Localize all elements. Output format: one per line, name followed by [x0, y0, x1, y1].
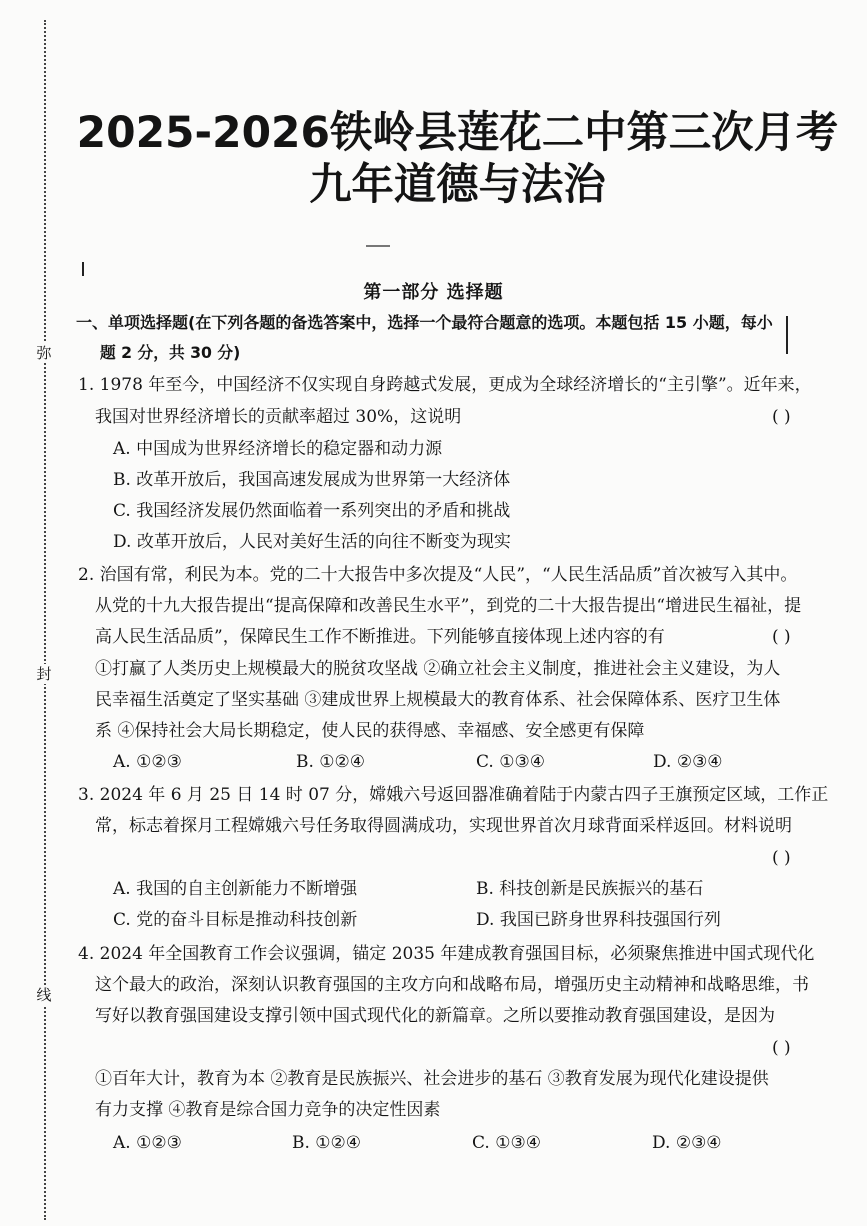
- exam-title-line1: 2025-2026铁岭县莲花二中第三次月考: [76, 108, 839, 158]
- question-2-option-a: A. ①②③: [113, 752, 182, 772]
- question-1-option-c: C. 我国经济发展仍然面临着一系列突出的矛盾和挑战: [113, 501, 511, 521]
- question-4-statements-line2: 有力支撑 ④教育是综合国力竞争的决定性因素: [95, 1100, 441, 1120]
- scan-mark: [366, 245, 390, 247]
- question-2-statements-line1: ①打赢了人类历史上规模最大的脱贫攻坚战 ②确立社会主义制度，推进社会主义建设，为人: [95, 659, 781, 679]
- question-1-stem-line2: 我国对世界经济增长的贡献率超过 30%，这说明: [95, 407, 462, 427]
- question-4-answer-bracket: ( ): [772, 1038, 791, 1058]
- question-4-option-b: B. ①②④: [292, 1133, 362, 1153]
- binding-dotted-line: [44, 20, 46, 1220]
- question-3-stem-line2: 常，标志着探月工程嫦娥六号任务取得圆满成功，实现世界首次月球背面采样返回。材料说明: [95, 816, 792, 836]
- question-1-option-d: D. 改革开放后，人民对美好生活的向往不断变为现实: [113, 532, 511, 552]
- question-4-stem-line3: 写好以教育强国建设支撑引领中国式现代化的新篇章。之所以要推动教育强国建设，是因为: [95, 1006, 775, 1026]
- question-3-answer-bracket: ( ): [772, 848, 791, 868]
- binding-char-feng: 封: [34, 664, 54, 684]
- question-3-stem-line1: 3. 2024 年 6 月 25 日 14 时 07 分，嫦娥六号返回器准确着陆于内蒙古四子王旗预定区域，工作正: [78, 785, 829, 805]
- binding-char-xian: 线: [34, 985, 54, 1005]
- binding-char-mi: 弥: [34, 343, 54, 363]
- question-4-stem-line2: 这个最大的政治，深刻认识教育强国的主攻方向和战略布局，增强历史主动精神和战略思维，书: [95, 975, 809, 995]
- question-4-option-a: A. ①②③: [113, 1133, 182, 1153]
- exam-title-line2: 九年道德与法治: [309, 160, 606, 210]
- section-instructions-line2: 题 2 分，共 30 分): [100, 343, 241, 362]
- question-2-option-b: B. ①②④: [296, 752, 366, 772]
- question-3-option-a: A. 我国的自主创新能力不断增强: [113, 879, 358, 899]
- question-2-stem-line2: 从党的十九大报告提出“提高保障和改善民生水平”，到党的二十大报告提出“增进民生福祉，提: [95, 596, 802, 616]
- question-4-stem-line1: 4. 2024 年全国教育工作会议强调，锚定 2035 年建成教育强国目标，必须聚焦推进中国式现代化: [78, 944, 815, 964]
- question-1-answer-bracket: ( ): [772, 407, 791, 427]
- question-2-stem-line1: 2. 治国有常，利民为本。党的二十大报告中多次提及“人民”，“人民生活品质”首次被写入其中。: [78, 565, 798, 585]
- scan-mark: [82, 262, 84, 276]
- question-4-option-c: C. ①③④: [472, 1133, 541, 1153]
- question-2-answer-bracket: ( ): [772, 627, 791, 647]
- question-1-stem-line1: 1. 1978 年至今，中国经济不仅实现自身跨越式发展，更成为全球经济增长的“主引擎”。近年来，: [78, 375, 812, 395]
- part-heading: 第一部分 选择题: [363, 282, 504, 303]
- question-4-option-d: D. ②③④: [652, 1133, 722, 1153]
- question-1-option-a: A. 中国成为世界经济增长的稳定器和动力源: [113, 439, 443, 459]
- section-instructions-line1: 一、单项选择题(在下列各题的备选答案中，选择一个最符合题意的选项。本题包括 15 小题，每小: [76, 313, 773, 332]
- question-1-option-b: B. 改革开放后，我国高速发展成为世界第一大经济体: [113, 470, 511, 490]
- question-2-option-d: D. ②③④: [653, 752, 723, 772]
- question-2-option-c: C. ①③④: [476, 752, 545, 772]
- question-2-stem-line3: 高人民生活品质”，保障民生工作不断推进。下列能够直接体现上述内容的有: [95, 627, 665, 647]
- question-3-option-b: B. 科技创新是民族振兴的基石: [476, 879, 704, 899]
- question-4-statements-line1: ①百年大计，教育为本 ②教育是民族振兴、社会进步的基石 ③教育发展为现代化建设提供: [95, 1069, 769, 1089]
- question-3-option-c: C. 党的奋斗目标是推动科技创新: [113, 910, 358, 930]
- question-2-statements-line2: 民幸福生活奠定了坚实基础 ③建成世界上规模最大的教育体系、社会保障体系、医疗卫生体: [95, 690, 781, 710]
- question-3-option-d: D. 我国已跻身世界科技强国行列: [476, 910, 721, 930]
- question-2-statements-line3: 系 ④保持社会大局长期稳定，使人民的获得感、幸福感、安全感更有保障: [95, 721, 645, 741]
